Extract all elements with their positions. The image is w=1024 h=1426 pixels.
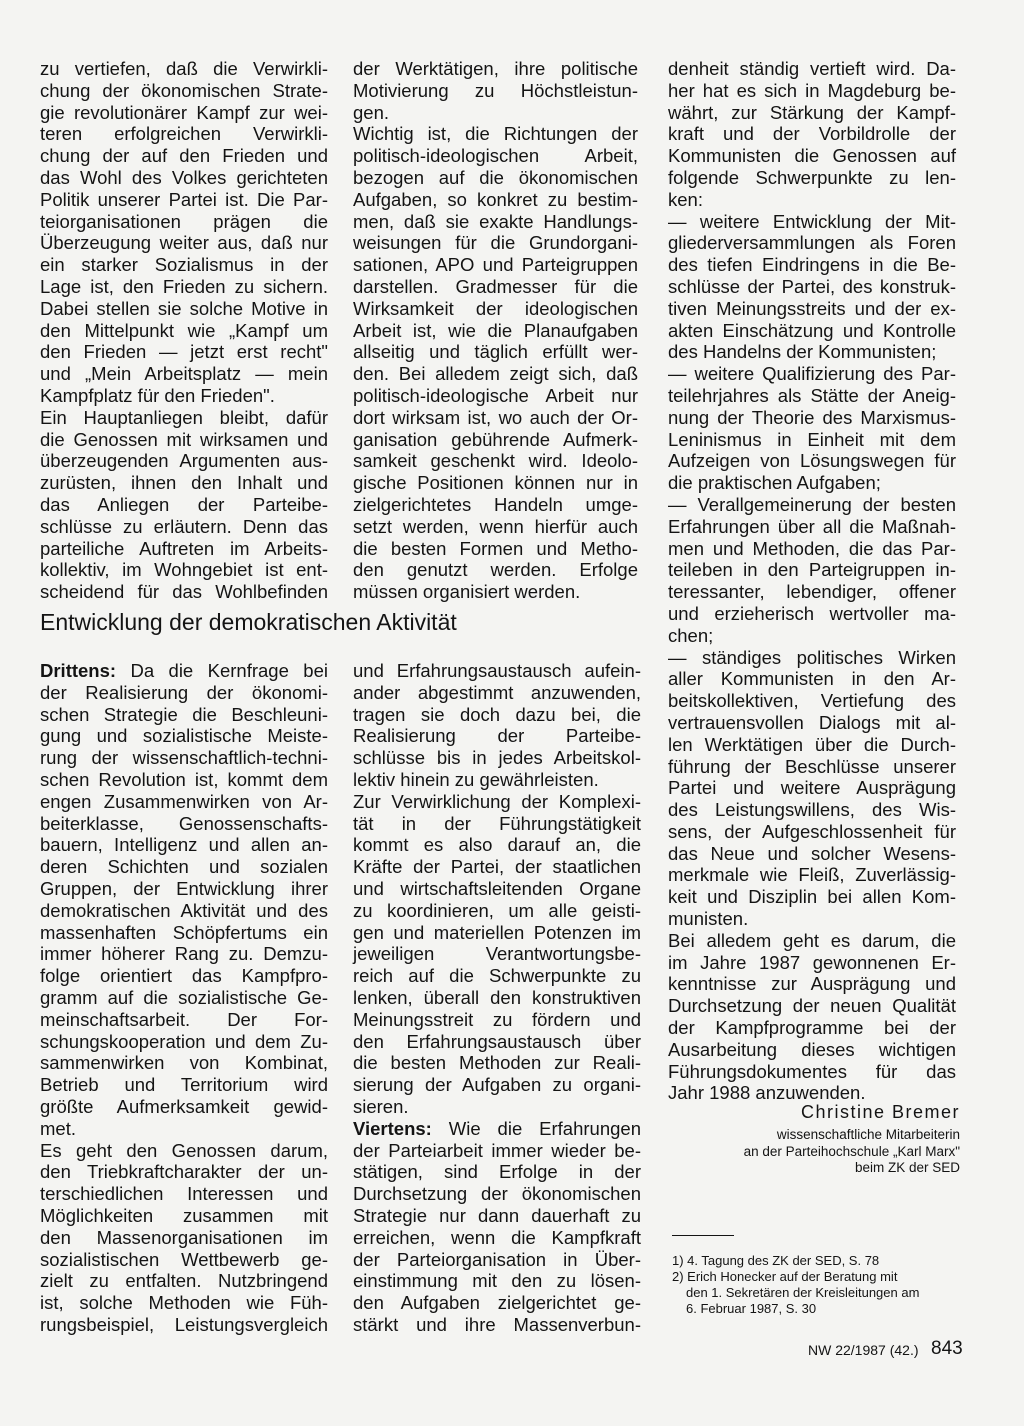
text-line: folgende Schwerpunkte zu len- [668,166,956,188]
text-line: der Realisierung der ökonomi- [40,681,328,703]
affiliation-line: beim ZK der SED [854,1160,960,1175]
text-line: den genutzt werden. Erfolge [353,559,638,581]
list-item [668,494,956,647]
text-line: führung der Beschlüsse unserer [668,755,956,777]
text-line: Gruppen, der Entwicklung ihrer [40,877,328,899]
text-line: Wichtig ist, die Richtungen der [353,123,638,145]
text-line: Erfahrungen über all die Maßnah- [668,515,956,537]
text-line: engen Zusammenwirken von Ar- [40,790,328,812]
text-line: len Werktätigen über die Durch- [668,733,956,755]
text-line: Betrieb und Territorium wird [40,1074,328,1096]
lead-word: Drittens: [40,660,117,681]
text-line: Aufgaben, so konkret zu bestim- [353,188,638,210]
text-line: stärkt und ihre Massenverbun- [353,1313,641,1335]
text-line: her hat es sich in Magdeburg be- [668,79,956,101]
text-line: zielgerichtetes Handeln umge- [353,493,638,515]
paragraph [353,791,641,1118]
text-line: ganisation gebührende Aufmerk- [353,428,638,450]
text-line: Wirksamkeit der ideologischen [353,297,638,319]
text-line: müssen organisiert werden. [353,581,581,603]
text-line: den Aufgaben zielgerichtet ge- [353,1292,641,1314]
text-line: das Wohl des Volkes gerichteten [40,166,328,188]
text-line: den Triebkraftcharakter der un- [40,1161,328,1183]
text-line: und wirtschaftsleitenden Organe [353,877,641,899]
text-line: ein starker Sozialismus in der [40,254,328,276]
text-line: allseitig und täglich erfüllt wer- [353,341,638,363]
text-line: der Kampfprogramme bei der [668,1017,956,1039]
text-line: schlüsse bis in jedes Arbeitskol- [353,747,641,769]
text-line: Jahr 1988 anzuwenden. [668,1082,866,1104]
text-line: tiven Meinungsstreits und der ex- [668,297,956,319]
paragraph [40,660,328,1140]
footnotes [672,1253,964,1317]
text-line: munisten. [668,908,749,930]
text-line: parteiliche Auftreten im Arbeits- [40,537,328,559]
text-line: sieren. [353,1095,409,1117]
text-line: gliederversammlungen als Foren [668,232,956,254]
lead-word: Viertens: [353,1117,432,1139]
text-line: — ständiges politisches Wirken [668,646,956,668]
text-line: men und Methoden, die das Par- [668,537,956,559]
paragraph [40,407,328,603]
paragraph [353,58,638,123]
text-line: und erzieherisch wertvoller ma- [668,602,956,624]
text-line: — Verallgemeinerung der besten [668,493,956,515]
text-line: vertrauensvollen Dialogs mit al- [668,711,956,733]
text-line: — weitere Qualifizierung des Par- [668,363,956,385]
text-line: nung der Theorie des Marxismus- [668,406,956,428]
text-line: Ausarbeitung dieses wichtigen [668,1038,956,1060]
list-item [668,211,956,364]
text-line: des Handelns der Kommunisten; [668,341,937,363]
text-line: Kampfplatz für den Frieden". [40,384,275,406]
paragraph [353,1118,641,1336]
text-line: den Massenorganisationen im [40,1226,328,1248]
text-line: schungskooperation und dem Zu- [40,1030,328,1052]
text-line: und Erfahrungsaustausch aufein- [353,660,641,681]
text-line: akten Einschätzung und Kontrolle [668,319,956,341]
list-item [668,363,956,494]
author-affiliation [744,1127,960,1177]
text-line: Durchsetzung der ökonomischen [353,1183,641,1205]
text-line: terschiedlichen Interessen und [40,1183,328,1205]
text-line: größte Aufmerksamkeit gewid- [40,1095,328,1117]
text-line: überzeugenden Argumenten aus- [40,450,328,472]
affiliation-line: an der Parteihochschule „Karl Marx" [743,1143,960,1159]
text-line: schlüsse zu erläutern. Denn das [40,515,328,537]
text-line: sationen, APO und Parteigruppen [353,254,638,276]
text-line: sozialistischen Wettbewerb ge- [40,1248,328,1270]
text-line: kenntnisse zur Ausprägung und [668,973,956,995]
text-line: keit und Disziplin bei allen Kom- [668,886,956,908]
text-line: rung der wissenschaftlich-techni- [40,747,328,769]
text-line: kommt es also darauf an, die [353,834,641,856]
text-line: beiterklasse, Genossenschafts- [40,812,328,834]
text-line: meinschaftsarbeit. Der For- [40,1008,328,1030]
paragraph [668,58,956,211]
text-line: weisungen für die Grundorgani- [353,232,638,254]
paragraph [668,930,956,1104]
paragraph [353,660,641,791]
text-line: gen. [353,101,390,123]
text-line: Meinungsstreit zu fördern und [353,1008,641,1030]
column-1-bottom [40,660,328,1336]
text-line: gie revolutionärer Kampf zur wei- [40,101,328,123]
footnote-line: 6. Februar 1987, S. 30 [686,1301,817,1316]
paragraph [353,123,638,603]
text-line: währt, zur Stärkung der Kampf- [668,101,956,123]
text-line: gramm auf die sozialistische Ge- [40,986,328,1008]
text-line: ander abgestimmt anzuwenden, [353,681,641,703]
page-number: 843 [931,1338,963,1359]
text-line: zurüsten, ihnen den Inhalt und [40,472,328,494]
text-line: erreichen, wenn die Kampfkraft [353,1226,641,1248]
text-line: lenken, überall den konstruktiven [353,986,641,1008]
text-line: dort wirksam ist, wo auch der Or- [353,406,638,428]
paragraph [40,1140,328,1336]
text-line: gische Positionen können nur in [353,472,638,494]
text-line [353,1118,641,1140]
text-line: Zur Verwirklichung der Komplexi- [353,790,641,812]
text-line: merkmale wie Fleiß, Zuverlässig- [668,864,956,886]
text-line: chung der ökonomischen Strate- [40,79,328,101]
text-line: das Anliegen der Parteibe- [40,493,328,515]
text-line: bezogen auf die ökonomischen [353,166,638,188]
text-line: Bei alledem geht es darum, die [668,929,956,951]
text-line: Möglichkeiten zusammen mit [40,1204,328,1226]
text-line: scheidend für das Wohlbefinden [40,581,328,603]
text-line: rungsbeispiel, Leistungsvergleich [40,1313,328,1335]
text-line: Motivierung zu Höchstleistun- [353,79,638,101]
text-line: sammenwirken von Kombinat, [40,1052,328,1074]
text-line: teren erfolgreichen Verwirkli- [40,123,328,145]
text-line: aller Kommunisten in den Ar- [668,668,956,690]
text-line: deren Schichten und sozialen [40,856,328,878]
text-line: Durchsetzung der neuen Qualität [668,995,956,1017]
text-line: gung und sozialistische Meiste- [40,725,328,747]
text-line: Ein Hauptanliegen bleibt, dafür [40,406,328,428]
text-line: Leninismus in Einheit mit dem [668,428,956,450]
text-line: der Parteiarbeit immer wieder be- [353,1139,641,1161]
text-line: Arbeit ist, wie die Planaufgaben [353,319,638,341]
text-line: der Parteiorganisation in Über- [353,1248,641,1270]
section-heading: Entwicklung der demokratischen Aktivität [40,609,457,635]
text-line: teressanter, lebendiger, offener [668,581,956,603]
column-3 [668,58,956,1104]
text-line: politisch-ideologische Arbeit nur [353,384,638,406]
text-line: denheit ständig vertieft wird. Da- [668,58,956,79]
paragraph [40,58,328,407]
text-line: den. Bei alledem zeigt sich, daß [353,363,638,385]
text-line: die besten Formen und Metho- [353,537,638,559]
affiliation-line: wissenschaftliche Mitarbeiterin [776,1127,960,1142]
text-line: Politik unserer Partei ist. Die Par- [40,188,328,210]
text-line: darstellen. Gradmesser für die [353,275,638,297]
text-line: den Frieden — jetzt erst recht" [40,341,328,363]
column-2-bottom [353,660,641,1336]
text-line: bauern, Intelligenz und allen an- [40,834,328,856]
text-line: sens, der Aufgeschlossenheit für [668,820,956,842]
text-line: tragen sie doch dazu bei, die [353,703,641,725]
text-line: Realisierung der Parteibe- [353,725,641,747]
text-line: kraft und der Vorbildrolle der [668,123,956,145]
text-line: Partei und weitere Ausprägung [668,777,956,799]
issue-reference: NW 22/1987 (42.) [808,1342,919,1358]
text-line: der Werktätigen, ihre politische [353,58,638,79]
text-line: Überzeugung weiter aus, daß nur [40,232,328,254]
text-line: lektiv hinein zu gewährleisten. [353,768,599,790]
text-line: politisch-ideologischen Arbeit, [353,145,638,167]
text-line [40,660,328,682]
text-line: immer höherer Rang zu. Demzu- [40,943,328,965]
text-line: teilehrjahres als Stätte der Aneig- [668,384,956,406]
text-line: men, daß sie exakte Handlungs- [353,210,638,232]
text-line: schen Strategie die Beschleuni- [40,703,328,725]
text-line: Dabei stellen sie solche Motive in [40,297,328,319]
text-line: das Neue und solcher Wesens- [668,842,956,864]
text-line: schlüsse der Partei, des konstruk- [668,275,956,297]
text-line: ist, solche Methoden wie Füh- [40,1292,328,1314]
text-line: Lage ist, den Frieden zu sichern. [40,275,328,297]
footnote-divider [672,1235,734,1236]
text-line: massenhaften Schöpfertums ein [40,921,328,943]
text-line: samkeit geschenkt wird. Ideolo- [353,450,638,472]
text-line: chung der auf den Frieden und [40,145,328,167]
text-line: — weitere Entwicklung der Mit- [668,210,956,232]
text-line: kollektiv, im Wohngebiet ist ent- [40,559,328,581]
text-line: beitskollektiven, Vertiefung des [668,690,956,712]
text-line: teileben in den Parteigruppen in- [668,559,956,581]
text-line: zielt zu entfalten. Nutzbringend [40,1270,328,1292]
text-line: einstimmung mit den zu lösen- [353,1270,641,1292]
footnote-line: 2) Erich Honecker auf der Beratung mit [672,1269,898,1284]
list-item [668,647,956,930]
text-line: Strategie nur dann dauerhaft zu [353,1204,641,1226]
text-line: folge orientiert das Kampfpro- [40,965,328,987]
text-line: den Erfahrungsaustausch über [353,1030,641,1052]
text-line: die praktischen Aufgaben; [668,472,881,494]
footnote [672,1269,964,1317]
footnote-line: 1) 4. Tagung des ZK der SED, S. 78 [672,1253,880,1268]
text-run: Wie die Erfahrungen [431,1117,641,1139]
text-line: Kräfte der Partei, der staatlichen [353,856,641,878]
text-line: im Jahre 1987 gewonnenen Er- [668,951,956,973]
column-2-top [353,58,638,603]
footnote-line: den 1. Sekretären der Kreisleitungen am [686,1285,920,1300]
text-line: setzt werden, wenn hierfür auch [353,515,638,537]
text-line: des tiefen Eindringens in die Be- [668,254,956,276]
text-line: die Genossen mit wirksamen und [40,428,328,450]
text-line: und „Mein Arbeitsplatz — mein [40,363,328,385]
text-line: Kommunisten die Genossen auf [668,145,956,167]
text-line: gen und materiellen Potenzen im [353,921,641,943]
text-line: demokratischen Aktivität und des [40,899,328,921]
text-line: met. [40,1117,76,1139]
text-line: stätigen, sind Erfolge in der [353,1161,641,1183]
text-line: tät in der Führungstätigkeit [353,812,641,834]
text-line: jeweiligen Verantwortungsbe- [353,943,641,965]
text-line: die besten Methoden zur Reali- [353,1052,641,1074]
column-1-top [40,58,328,603]
text-line: Führungsdokumentes für das [668,1060,956,1082]
text-line: zu koordinieren, um alle geisti- [353,899,641,921]
text-line: schen Revolution ist, kommt dem [40,768,328,790]
text-line: des Leistungswillens, des Wis- [668,799,956,821]
footnote [672,1253,964,1269]
text-line: reich auf die Schwerpunkte zu [353,965,641,987]
text-line: sierung der Aufgaben zu organi- [353,1074,641,1096]
text-run: Da die Kernfrage bei [116,660,328,681]
text-line: Aufzeigen von Lösungswegen für [668,450,956,472]
text-line: Es geht den Genossen darum, [40,1139,328,1161]
text-line: chen; [668,624,714,646]
text-line: zu vertiefen, daß die Verwirkli- [40,58,328,79]
text-line: den Mittelpunkt wie „Kampf um [40,319,328,341]
text-line: teiorganisationen prägen die [40,210,328,232]
author-name: Christine Bremer [800,1102,960,1122]
text-line: ken: [668,188,703,210]
